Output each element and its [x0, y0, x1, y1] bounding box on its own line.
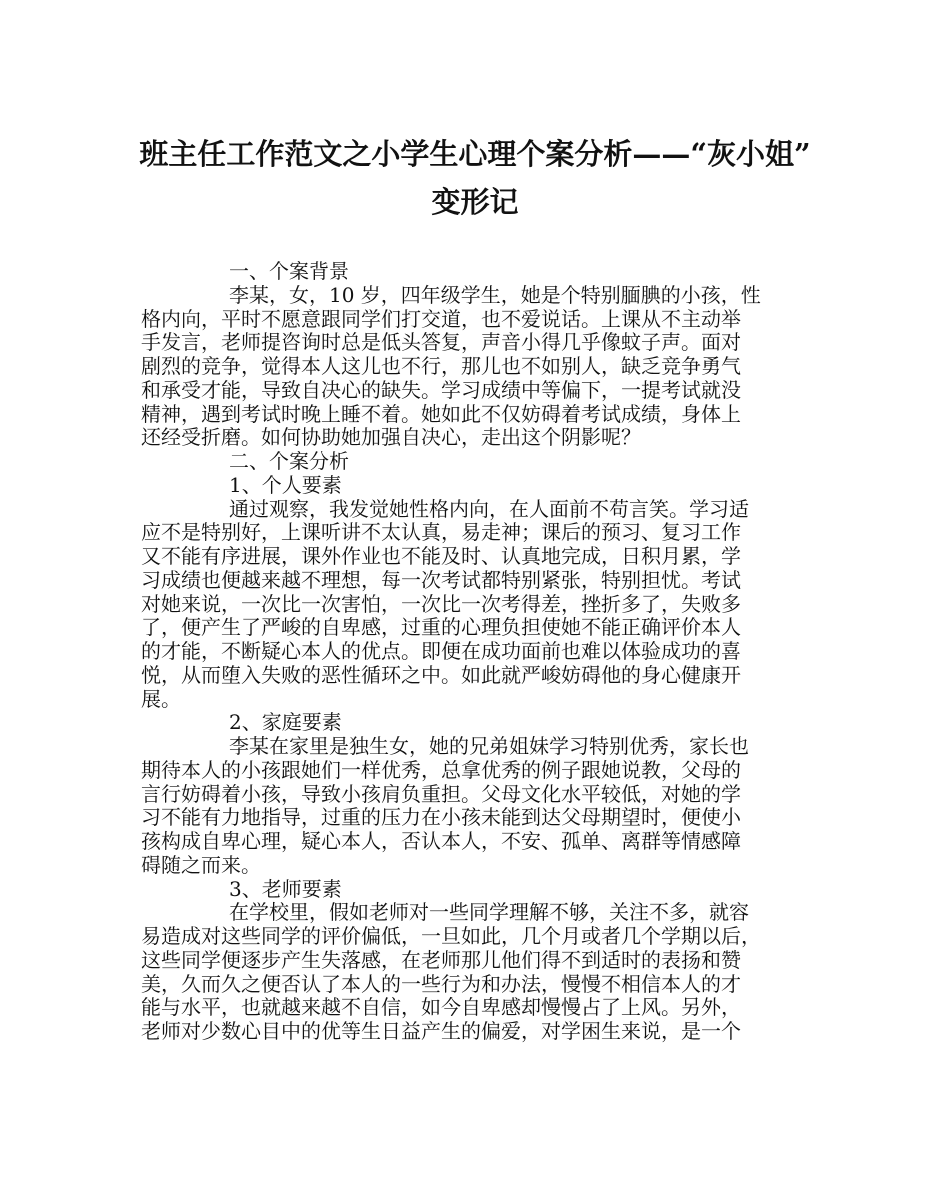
body-text-line: 言行妨碍着小孩，导致小孩肩负重担。父母文化水平较低，对她的学: [141, 781, 741, 806]
body-text-line: 和承受才能，导致自决心的缺失。学习成绩中等偏下，一提考试就没: [141, 377, 741, 402]
body-text-line: 一、个案背景: [229, 259, 349, 283]
body-text-line: 习不能有力地指导，过重的压力在小孩未能到达父母期望时，便使小: [141, 805, 741, 830]
body-text-line: 这些同学便逐步产生失落感，在老师那儿他们得不到适时的表扬和赞: [141, 947, 741, 972]
body-text-line: 悦，从而堕入失败的恶性循环之中。如此就严峻妨碍他的身心健康开: [141, 662, 741, 687]
body-text-line: 期待本人的小孩跟她们一样优秀，总拿优秀的例子跟她说教，父母的: [141, 757, 741, 782]
body-text-line: 的才能，不断疑心本人的优点。即便在成功面前也难以体验成功的喜: [141, 639, 741, 663]
body-text-line: 二、个案分析: [229, 449, 349, 473]
body-text-line: 习成绩也便越来越不理想，每一次考试都特别紧张，特别担忧。考试: [141, 567, 741, 592]
document-body: [141, 260, 821, 1044]
document-title-line-2: 变形记: [431, 185, 519, 219]
body-text-line: 美，久而久之便否认了本人的一些行为和办法，慢慢不相信本人的才: [141, 971, 741, 996]
body-text-line: 手发言，老师提咨询时总是低头答复，声音小得几乎像蚊子声。面对: [141, 330, 741, 355]
body-text-line: 精神，遇到考试时晚上睡不着。她如此不仅妨碍着考试成绩，身体上: [141, 401, 741, 426]
body-text-line: 老师对少数心目中的优等生日益产生的偏爱，对学困生来说，是一个: [141, 1019, 741, 1043]
body-text-line: 孩构成自卑心理，疑心本人，否认本人，不安、孤单、离群等情感障: [141, 829, 741, 853]
body-text-line: 易造成对这些同学的评价偏低，一旦如此，几个月或者几个学期以后，: [141, 924, 761, 948]
body-text-line: 李某，女，10 岁，四年级学生，她是个特别腼腆的小孩，性: [229, 282, 761, 307]
body-text-line: 格内向，平时不愿意跟同学们打交道，也不爱说话。上课从不主动举: [141, 306, 741, 331]
body-text-line: 能与水平，也就越来越不自信，如今自卑感却慢慢占了上风。另外，: [141, 995, 741, 1020]
body-text-line: 碍随之而来。: [141, 852, 261, 877]
body-text-line: 展。: [141, 686, 181, 711]
body-text-line: 剧烈的竞争，觉得本人这儿也不行，那儿也不如别人，缺乏竞争勇气: [141, 354, 741, 378]
body-text-line: 又不能有序进展，课外作业也不能及时、认真地完成，日积月累，学: [141, 544, 741, 568]
body-text-line: 2、家庭要素: [229, 710, 342, 735]
body-text-line: 通过观察，我发觉她性格内向，在人面前不苟言笑。学习适: [229, 496, 749, 521]
body-text-line: 1、个人要素: [229, 472, 342, 497]
body-text-line: 应不是特别好，上课听讲不太认真，易走神；课后的预习、复习工作: [141, 520, 741, 545]
document-title-line-1: 班主任工作范文之小学生心理个案分析——“灰小姐”: [139, 137, 811, 171]
body-text-line: 对她来说，一次比一次害怕，一次比一次考得差，挫折多了，失败多: [141, 591, 741, 616]
body-text-line: 3、老师要素: [229, 876, 342, 901]
body-text-line: 李某在家里是独生女，她的兄弟姐妹学习特别优秀，家长也: [229, 734, 749, 758]
body-text-line: 了，便产生了严峻的自卑感，过重的心理负担使她不能正确评价本人: [141, 615, 741, 640]
body-text-line: 在学校里，假如老师对一些同学理解不够，关注不多，就容: [229, 900, 749, 925]
body-text-line: 还经受折磨。如何协助她加强自决心，走出这个阴影呢？: [141, 425, 641, 450]
